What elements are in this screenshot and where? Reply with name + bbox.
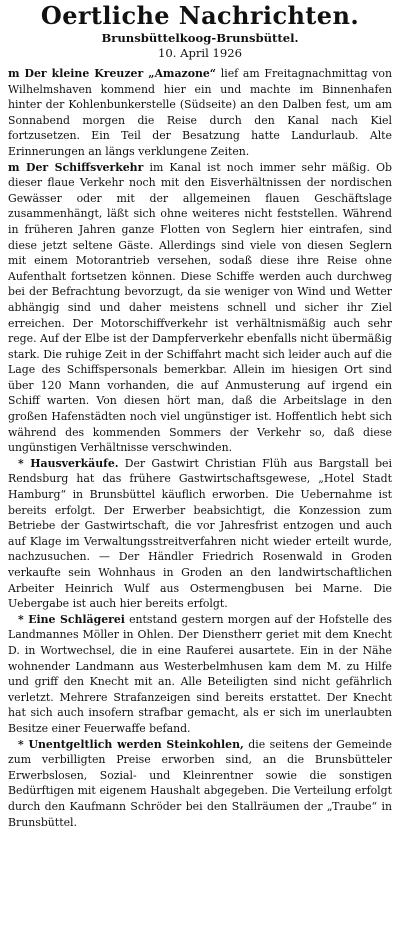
article-steinkohlen <box>8 737 392 831</box>
article-lead: * Eine Schlägerei <box>18 612 125 626</box>
article-amazone <box>8 66 392 160</box>
article-hausverkaeufe <box>8 456 392 612</box>
article-lead: * Unentgeltlich werden Steinkohlen, <box>18 737 244 751</box>
article-lead: m Der kleine Kreuzer „Amazone“ <box>8 67 217 80</box>
article-text: lief am Freitagnachmittag von Wilhelmshaven kommend hier ein und machte im Binnenhafen hinter der Kohlenbunkerstelle (Südseite) an den Dalben fest, um am Sonnabend morgen die Reise durch den Kanal nach Kiel fortzusetzen. Ein Teil der Besatzung hatte Landurlaub. Alte Erinnerungen an längs verklungene Zeiten. <box>8 67 393 158</box>
article-lead: * Hausverkäufe. <box>18 456 119 470</box>
article-schlaegerei <box>8 612 392 737</box>
article-column <box>8 66 392 830</box>
section-title: Oertliche Nachrichten. <box>40 1 360 30</box>
dateline: Brunsbüttelkoog-Brunsbüttel. <box>101 31 299 45</box>
article-schiffsverkehr <box>8 160 392 456</box>
article-text: die seitens der Gemeinde zum verbilligten Preise erworben sind, an die Brunsbütteler Erwerbslosen, Sozial- und Kleinrentner sowie die sonstigen Bedürftigen mit eigenem Haushalt abgegeben. Die Verteilung erfolgt durch den Kaufmann Schröder bei den Stallräumen der „Traube“ in Brunsbüttel. <box>8 737 392 829</box>
issue-date: 10. April 1926 <box>157 46 243 60</box>
article-text: im Kanal ist noch immer sehr mäßig. Ob dieser flaue Verkehr noch mit den Eisverhältnissen der nordischen Gewässer oder mit der allgemeinen flauen Geschäftslage zusammenhängt, läßt sich ohne weiteres nicht feststellen. Während in früheren Jahren ganze Flotten von Seglern hier eintrafen, sind diese jetzt seltene Gäste. Allerdings sind viele von diesen Seglern mit einem Motorantrieb versehen, sodaß diese ihre Reise ohne Aufenthalt fortsetzen können. Diese Schiffe werden auch durchweg bei der Befrachtung bevorzugt, da sie weniger von Wind und Wetter abhängig sind und daher meistens schnell und sicher ihr Ziel erreichen. Der Motorschiffverkehr ist verhältnismäßig auch sehr rege. Auf der Elbe ist der Dampferverkehr ebenfalls nicht übermäßig stark. Die ruhige Zeit in der Schiffahrt macht sich leider auch auf die Lage des Schiffspersonals bemerkbar. Allein im hiesigen Ort sind über 120 Mann vorhanden, die auf Anmusterung auf irgend ein Schiff warten. Von diesen hört man, daß die Arbeitslage in den großen Hafenstädten noch viel ungünstiger ist. Hoffentlich hebt sich während des kommenden Sommers der Verkehr so, daß diese ungünstigen Verhältnisse verschwinden. <box>8 160 392 455</box>
article-lead: m Der Schiffsverkehr <box>8 160 144 174</box>
article-text: entstand gestern morgen auf der Hofstelle des Landmannes Möller in Ohlen. Der Dienstherr geriet mit dem Knecht D. in Wortwechsel, die in eine Rauferei ausartete. Ein in der Nähe wohnender Landmann aus Westerbelmhusen kam dem M. zu Hilfe und griff den Knecht mit an. Alle Beteiligten sind nicht gefährlich verletzt. Mehrere Strafanzeigen sind bereits erstattet. Der Knecht hat sich auch insofern strafbar gemacht, als er sich im unerlaubten Besitze einer Feuerwaffe befand. <box>8 612 392 735</box>
article-text: Der Gastwirt Christian Flüh aus Bargstall bei Rendsburg hat das frühere Gastwirtschaftsgewese, „Hotel Stadt Hamburg“ in Brunsbüttel käuflich erworben. Die Uebernahme ist bereits erfolgt. Der Erwerber beabsichtigt, die Konzession zum Betriebe der Gastwirtschaft, die vor Jahresfrist entzogen und auch auf Klage im Verwaltungsstreitverfahren nicht wieder erteilt wurde, nachzusuchen. — Der Händler Friedrich Rosenwald in Groden verkaufte sein Wohnhaus in Groden an den landwirtschaftlichen Arbeiter Heinrich Wulf aus Ostermengbusen bei Marne. Die Uebergabe ist auch hier bereits erfolgt. <box>8 456 392 611</box>
